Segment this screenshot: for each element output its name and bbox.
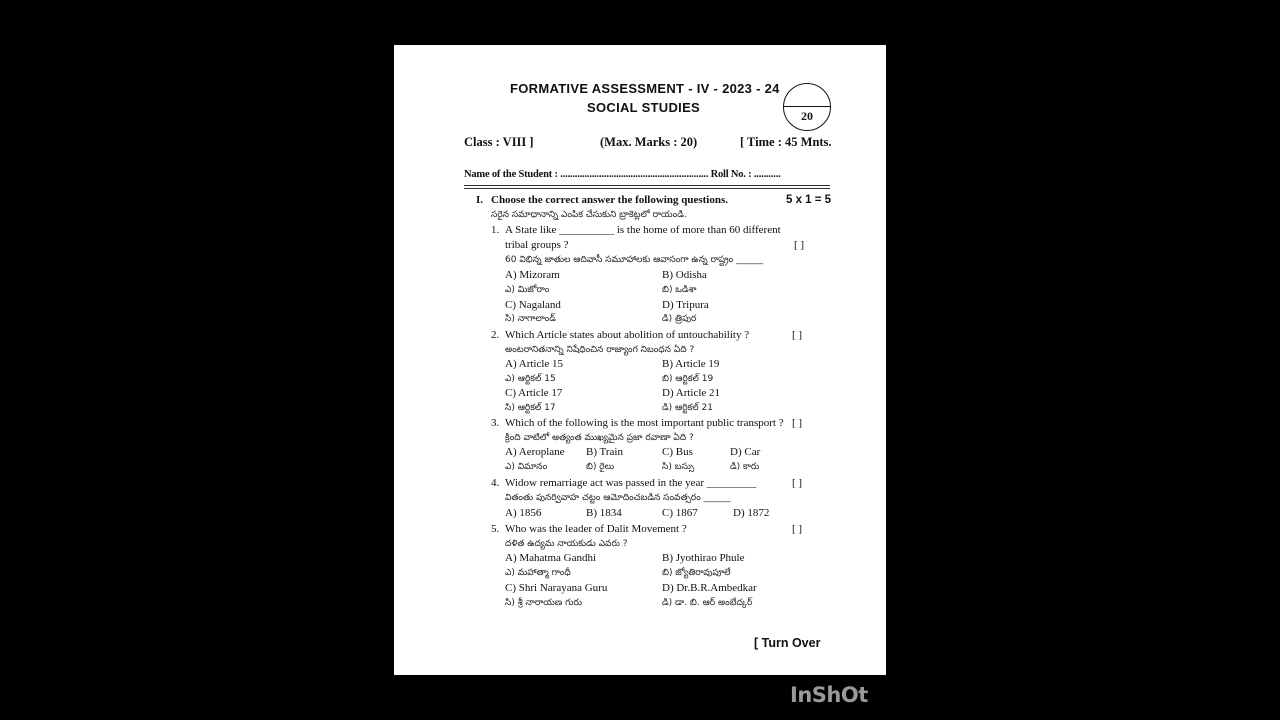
answer-bracket-4[interactable]: [ ] [792,477,803,489]
q3-option-d: D) Car [730,446,761,458]
question-2-number: 2. [491,329,500,341]
q5-option-b-te: బి) జ్యోతిరావుపూలే [662,568,731,578]
q1-option-b-te: బి) ఒడిశా [662,285,697,295]
question-1-text-cont: tribal groups ? [505,239,569,251]
q3-option-c: C) Bus [662,446,693,458]
question-2-text: Which Article states about abolition of untouchability ? [505,329,750,341]
question-5-text: Who was the leader of Dalit Movement ? [505,523,687,535]
q2-option-c: C) Article 17 [505,387,563,399]
q5-option-a: A) Mahatma Gandhi [505,552,597,564]
q3-option-b: B) Train [586,446,623,458]
question-5-telugu: దళిత ఉద్యమ నాయకుడు ఎవరు ? [505,539,628,549]
question-4-number: 4. [491,477,500,489]
q1-option-a-te: ఎ) మిజోరాం [505,285,550,295]
question-2-telugu: అంటరానితనాన్ని నిషేధించిన రాజ్యాంగ నిబంధన ఏది ? [505,345,695,355]
q3-option-d-te: డి) కారు [730,462,760,472]
q4-option-d: D) 1872 [733,507,770,519]
answer-bracket-5[interactable]: [ ] [792,523,803,535]
section-instruction: Choose the correct answer the following questions. [491,194,728,206]
max-marks-label: (Max. Marks : 20) [600,135,698,149]
question-4-telugu: వితంతు పునర్వివాహ చట్టం ఆమోదించబడిన సంవత్సరం ______ [505,493,731,503]
q5-option-d-te: డి) డా. బి. ఆర్ అంబేద్కర్ [662,598,753,608]
section-instruction-telugu: సరైన సమాధానాన్ని ఎంపిక చేసుకుని బ్రాకెట్లలో రాయండి. [491,210,687,220]
q5-option-a-te: ఎ) మహాత్మా గాంధీ [505,568,571,578]
q2-option-a-te: ఎ) ఆర్టికల్ 15 [505,374,556,384]
q1-option-d-te: డి) త్రిపుర [662,314,697,324]
exam-title: FORMATIVE ASSESSMENT - IV - 2023 - 24 [510,81,780,96]
q3-option-a: A) Aeroplane [505,446,565,458]
question-1-text: A State like __________ is the home of more than 60 different [505,224,781,236]
q4-option-c: C) 1867 [662,507,698,519]
divider-rule-bottom [464,188,830,189]
q2-option-b-te: బి) ఆర్టికల్ 19 [662,374,714,384]
q5-option-c: C) Shri Narayana Guru [505,582,608,594]
q1-option-d: D) Tripura [662,299,709,311]
section-number: I. [476,194,484,206]
section-marks: 5 x 1 = 5 [786,194,832,206]
divider-rule-top [464,185,830,186]
answer-bracket-3[interactable]: [ ] [792,417,803,429]
marks-circle [783,83,831,131]
turn-over-label: [ Turn Over [754,636,821,650]
circle-divider [784,106,830,107]
q5-option-b: B) Jyothirao Phule [662,552,745,564]
q1-option-a: A) Mizoram [505,269,560,281]
subject-title: SOCIAL STUDIES [587,100,701,115]
q5-option-d: D) Dr.B.R.Ambedkar [662,582,757,594]
answer-bracket-2[interactable]: [ ] [792,329,803,341]
q2-option-d-te: డి) ఆర్టికల్ 21 [662,403,713,413]
q1-option-b: B) Odisha [662,269,707,281]
question-3-telugu: క్రింది వాటిలో అత్యంత ముఖ్యమైన ప్రజా రవాణా ఏది ? [505,433,694,443]
answer-bracket-1[interactable]: [ ] [794,239,805,251]
student-name-roll-line: Name of the Student : ............................................................. Roll No. : ........... [464,169,781,180]
time-label: [ Time : 45 Mnts. [740,135,832,149]
q2-option-d: D) Article 21 [662,387,721,399]
question-3-number: 3. [491,417,500,429]
q5-option-c-te: సి) శ్రీ నారాయణ గురు [505,598,582,608]
total-marks: 20 [801,109,813,123]
question-paper [394,45,886,675]
q4-option-a: A) 1856 [505,507,542,519]
inshot-watermark: InShOt [790,683,868,707]
question-3-text: Which of the following is the most important public transport ? [505,417,784,429]
q3-option-b-te: బి) రైలు [586,462,615,472]
q2-option-c-te: సి) ఆర్టికల్ 17 [505,403,556,413]
q2-option-a: A) Article 15 [505,358,564,370]
question-4-text: Widow remarriage act was passed in the year _________ [505,477,757,489]
q1-option-c: C) Nagaland [505,299,561,311]
question-5-number: 5. [491,523,500,535]
class-label: Class : VIII ] [464,135,534,149]
question-1-number: 1. [491,224,500,236]
q4-option-b: B) 1834 [586,507,622,519]
q3-option-c-te: సి) బస్సు [662,462,695,472]
q1-option-c-te: సి) నాగాలాండ్ [505,314,556,324]
question-1-telugu: 60 విభిన్న జాతుల ఆదివాసీ సమూహాలకు ఆవాసంగా ఉన్న రాష్ట్రం ______ [505,255,764,265]
q2-option-b: B) Article 19 [662,358,720,370]
q3-option-a-te: ఎ) విమానం [505,462,548,472]
